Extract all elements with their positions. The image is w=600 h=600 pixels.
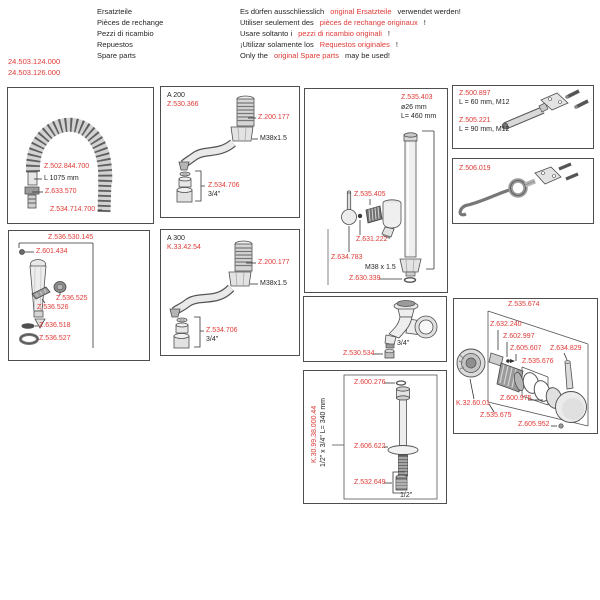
panel-spring-hose [7, 87, 154, 224]
size-label: 3/4" [397, 340, 410, 347]
language-item: Pièces de rechange [97, 18, 164, 27]
part-number: Z.535.675 [480, 412, 512, 419]
part-number: Z.530.366 [167, 101, 199, 108]
size-label: 3/4" [208, 191, 221, 198]
panel-wall-elbow [303, 296, 447, 362]
language-item: Ersatzteile [97, 7, 133, 16]
thread-label: M38x1.5 [260, 280, 287, 287]
notice-line: Only the original Spare parts may be used! [240, 51, 391, 60]
thread-label: M38 x 1.5 [365, 264, 396, 271]
panel-spout-a200 [160, 86, 300, 218]
part-number: Z.630.339 [349, 275, 381, 282]
part-number: Z.535.403 [401, 94, 433, 101]
panel-wall-hook [452, 158, 594, 224]
panel-spout-a300 [160, 229, 300, 356]
size-label: 3/4" [206, 336, 219, 343]
part-number: Z.634.829 [550, 345, 582, 352]
part-number: Z.505.221 [459, 117, 491, 124]
product-number: 24.503.124.000 [8, 57, 61, 66]
part-number: Z.601.434 [36, 248, 68, 255]
part-number: Z.606.622 [354, 443, 386, 450]
part-number: Z.536.526 [37, 304, 69, 311]
part-number: Z.535.676 [522, 358, 554, 365]
highlighted-text: pezzi di ricambio originali [298, 29, 382, 38]
model-label: A 200 [167, 92, 185, 99]
highlighted-text: Requestos originales [319, 40, 390, 49]
highlighted-text: original Spare parts [273, 51, 339, 60]
language-list [97, 6, 163, 61]
part-number: Z.634.783 [331, 254, 363, 261]
panel-wall-bolts [452, 85, 594, 149]
part-number: Z.534.714.700 [50, 206, 96, 213]
model-label: A 300 [167, 235, 185, 242]
dimension-label: ø26 mm [401, 104, 427, 111]
part-number: K.33.42.54 [167, 244, 201, 251]
dimension-label: L 1075 mm [44, 175, 79, 182]
panel-riser-tube [304, 88, 448, 293]
part-number: Z.506.019 [459, 165, 491, 172]
language-item: Repuestos [97, 40, 133, 49]
highlighted-text: pièces de rechange originaux [319, 18, 418, 27]
size-label: 1/2" [400, 492, 413, 499]
part-number: K.30.99.38.000.44 [311, 405, 318, 463]
notice-line: ¡Utilizar solamente los Requestos originales ! [240, 40, 398, 49]
language-item: Spare parts [97, 51, 136, 60]
part-number: Z.200.177 [258, 114, 290, 121]
part-number: Z.535.405 [354, 191, 386, 198]
highlighted-text: original Ersatzteile [330, 7, 392, 16]
part-number: Z.631.222 [356, 236, 388, 243]
part-number: Z.534.706 [206, 327, 238, 334]
notice-line: Usare soltanto i pezzi di ricambio originali ! [240, 29, 390, 38]
part-number: K.32.60.01 [456, 400, 490, 407]
part-number: Z.535.674 [508, 301, 540, 308]
part-number: Z.605.607 [510, 345, 542, 352]
part-number: Z.632.240 [490, 321, 522, 328]
part-number: Z.502.844.700 [44, 163, 90, 170]
part-number: Z.605.952 [518, 421, 550, 428]
part-number: Z.600.975 [500, 395, 532, 402]
product-numbers [8, 56, 60, 78]
part-number: Z.536.530.145 [48, 234, 94, 241]
part-number: Z.500.897 [459, 90, 491, 97]
dimension-label: L = 90 mm, M12 [459, 126, 510, 133]
dimension-label: L = 60 mm, M12 [459, 99, 510, 106]
part-number: Z.200.177 [258, 259, 290, 266]
panel-cartridge-assembly [453, 298, 598, 434]
product-number: 24.503.126.000 [8, 68, 61, 77]
part-number: Z.636.518 [39, 322, 71, 329]
panel-spray-head [8, 230, 150, 361]
panel-inlet-pipe [303, 370, 447, 504]
part-number: Z.536.527 [39, 335, 71, 342]
spring-hose-drawing [8, 88, 151, 221]
notice-line: Utiliser seulement des pièces de rechange originaux ! [240, 18, 426, 27]
thread-label: M38x1.5 [260, 135, 287, 142]
part-number: Z.530.534 [343, 350, 375, 357]
notice-line: Es dürfen ausschliesslich original Ersatzteile verwendet werden! [240, 7, 461, 16]
part-number: Z.633.570 [45, 188, 77, 195]
part-number: Z.602.997 [503, 333, 535, 340]
language-item: Pezzi di ricambio [97, 29, 154, 38]
part-number: Z.536.525 [56, 295, 88, 302]
dimension-label: 1/2" x 3/4" L= 340 mm [320, 398, 327, 467]
part-number: Z.532.649 [354, 479, 386, 486]
notice-list [240, 6, 461, 61]
dimension-label: L= 460 mm [401, 113, 437, 120]
part-number: Z.534.706 [208, 182, 240, 189]
part-number: Z.600.276 [354, 379, 386, 386]
